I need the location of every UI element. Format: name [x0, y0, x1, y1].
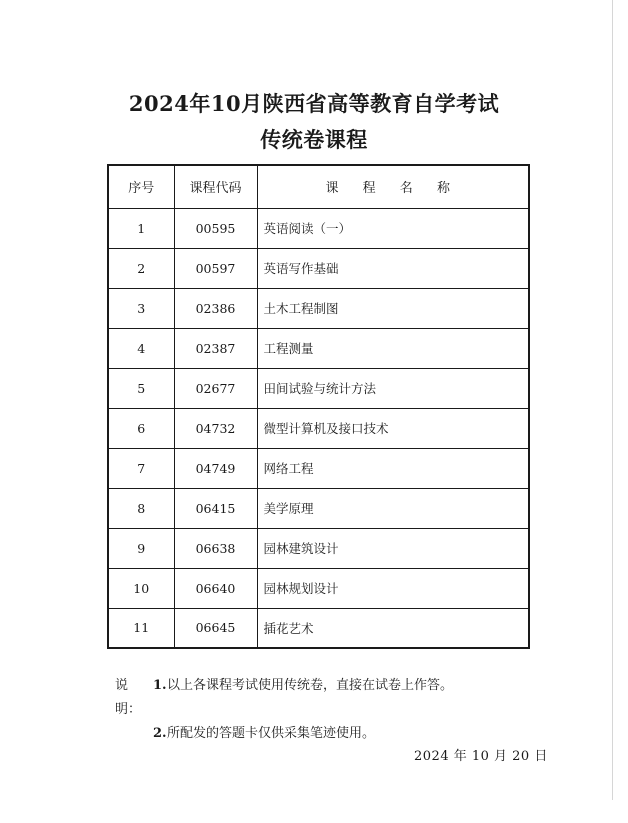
row-number: 8	[108, 488, 174, 528]
table-row	[108, 368, 529, 408]
note-number: 1.	[153, 678, 167, 693]
course-code: 06415	[174, 488, 257, 528]
course-code: 00595	[174, 208, 257, 248]
row-number: 10	[108, 568, 174, 608]
note-item	[115, 674, 453, 722]
notes-label: 说明：	[115, 678, 142, 717]
table-header-row	[108, 165, 529, 208]
course-name: 插花艺术	[257, 608, 529, 648]
table-row	[108, 408, 529, 448]
course-code: 06638	[174, 528, 257, 568]
course-name: 英语阅读（一）	[257, 208, 529, 248]
row-number: 2	[108, 248, 174, 288]
course-code: 02677	[174, 368, 257, 408]
note-text: 所配发的答题卡仅供采集笔迹使用。	[167, 726, 376, 741]
course-code: 06640	[174, 568, 257, 608]
row-number: 5	[108, 368, 174, 408]
row-number: 3	[108, 288, 174, 328]
table-row	[108, 248, 529, 288]
row-number: 1	[108, 208, 174, 248]
course-name: 田间试验与统计方法	[257, 368, 529, 408]
course-table	[107, 164, 530, 649]
table-row	[108, 328, 529, 368]
table-body	[108, 208, 529, 648]
table-row	[108, 528, 529, 568]
course-name: 美学原理	[257, 488, 529, 528]
course-code: 00597	[174, 248, 257, 288]
row-number: 4	[108, 328, 174, 368]
issue-date: 2024 年 10 月 20 日	[414, 749, 548, 764]
course-name: 土木工程制图	[257, 288, 529, 328]
row-number: 9	[108, 528, 174, 568]
document-subtitle: 传统卷课程	[260, 127, 368, 152]
scan-edge	[612, 0, 613, 800]
document-title: 2024年10月陕西省高等教育自学考试	[128, 91, 500, 116]
table-row	[108, 568, 529, 608]
header-code: 课程代码	[174, 165, 257, 208]
header-no: 序号	[108, 165, 174, 208]
row-number: 7	[108, 448, 174, 488]
table-row	[108, 608, 529, 648]
course-code: 04732	[174, 408, 257, 448]
table-row	[108, 208, 529, 248]
row-number: 6	[108, 408, 174, 448]
course-code: 02386	[174, 288, 257, 328]
course-name: 工程测量	[257, 328, 529, 368]
course-name: 网络工程	[257, 448, 529, 488]
note-number: 2.	[153, 726, 167, 741]
course-code: 02387	[174, 328, 257, 368]
table-row	[108, 488, 529, 528]
notes	[115, 674, 453, 746]
course-name: 园林建筑设计	[257, 528, 529, 568]
note-item	[115, 722, 453, 746]
course-code: 06645	[174, 608, 257, 648]
note-text: 以上各课程考试使用传统卷，直接在试卷上作答。	[167, 678, 454, 693]
header-name: 课 程 名 称	[257, 165, 529, 208]
course-name: 园林规划设计	[257, 568, 529, 608]
table-row	[108, 288, 529, 328]
course-name: 微型计算机及接口技术	[257, 408, 529, 448]
table-row	[108, 448, 529, 488]
course-code: 04749	[174, 448, 257, 488]
row-number: 11	[108, 608, 174, 648]
course-name: 英语写作基础	[257, 248, 529, 288]
